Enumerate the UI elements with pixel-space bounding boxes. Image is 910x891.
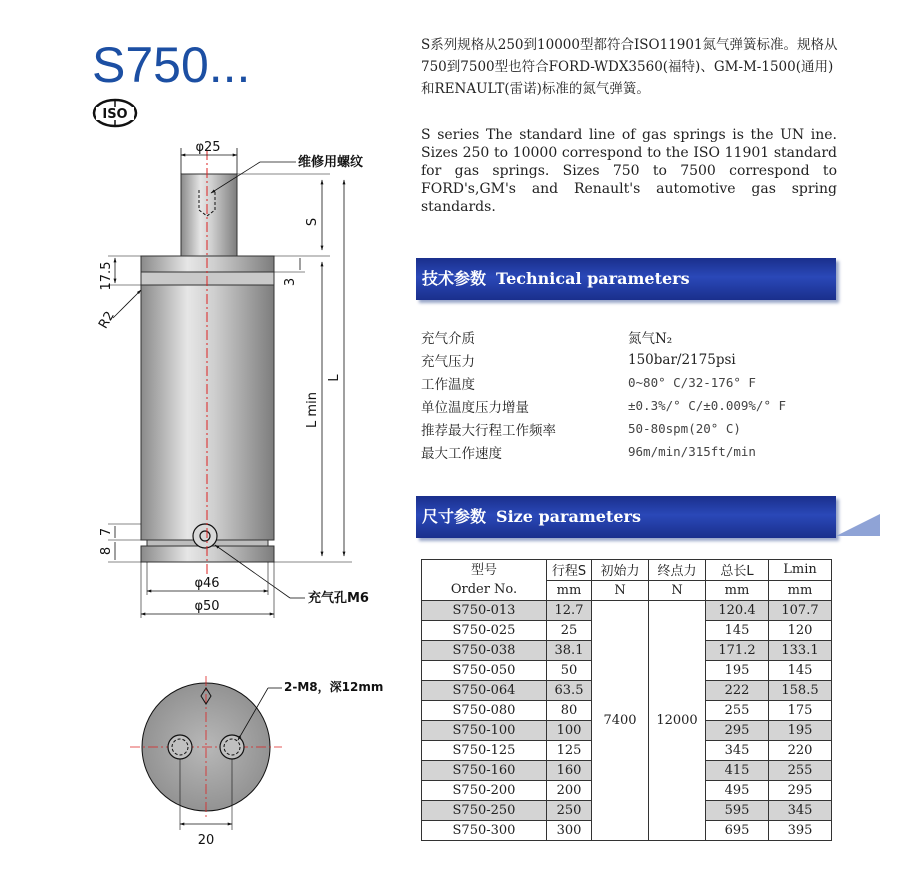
chinese-description: S系列规格从250到10000型都符合ISO11901氮气弹簧标准。规格从750到7500型也符合FORD-WDX3560(福特)、GM-M-1500(通用)和RENAULT(雷诺)标准的氮气弹簧。 [421,37,838,97]
cell-stroke: 300 [547,821,592,841]
param-label: 单位温度压力增量 [421,399,529,416]
param-label: 最大工作速度 [421,445,502,462]
technical-parameters-list [421,325,841,463]
dim-body-46: φ46 [194,576,220,591]
dim-stroke: S [305,217,320,227]
param-value: 96m/min/315ft/min [628,444,756,459]
table-row [422,601,832,621]
param-value: 150bar/2175psi [628,351,736,368]
cell-total-length: 171.2 [706,641,769,661]
size-parameters-header [416,496,836,538]
cell-order: S750-100 [422,721,547,741]
param-value: 50-80spm(20° C) [628,421,741,436]
dim-7: 7 [99,527,114,537]
size-table [421,559,832,841]
cell-lmin: 395 [769,821,832,841]
cell-stroke: 80 [547,701,592,721]
cell-stroke: 125 [547,741,592,761]
cell-order: S750-050 [422,661,547,681]
param-value: ±0.3%/° C/±0.009%/° F [628,398,787,413]
unit-cell: mm [547,580,592,601]
dim-Lmin: L min [305,392,320,428]
header-stroke: 行程S [547,560,592,581]
dim-rod-dia: φ25 [195,140,221,155]
tech-header-cn: 技术参数 [422,269,487,288]
cell-lmin: 175 [769,701,832,721]
cell-stroke: 12.7 [547,601,592,621]
fill-port-label: 充气孔M6 [308,591,369,606]
cell-lmin: 220 [769,741,832,761]
header-initial-force: 初始力 [592,560,649,581]
dim-8: 8 [99,546,114,556]
cell-lmin: 133.1 [769,641,832,661]
cell-total-length: 120.4 [706,601,769,621]
cell-order: S750-300 [422,821,547,841]
cell-lmin: 255 [769,761,832,781]
cell-total-length: 345 [706,741,769,761]
dim-L: L [327,374,342,382]
cell-stroke: 63.5 [547,681,592,701]
unit-cell: mm [769,580,832,601]
param-row [421,348,841,371]
table-header-row [422,560,832,581]
tech-header-en: Technical parameters [496,269,690,288]
cell-total-length: 495 [706,781,769,801]
cell-total-length: 195 [706,661,769,681]
header-lmin: Lmin [769,560,832,581]
param-value: 0~80° C/32-176° F [628,375,756,390]
cell-order: S750-250 [422,801,547,821]
cell-stroke: 200 [547,781,592,801]
cell-lmin: 120 [769,621,832,641]
fill-port [193,524,217,548]
size-header-en: Size parameters [496,507,641,526]
dim-body-50: φ50 [194,599,220,614]
cell-stroke: 160 [547,761,592,781]
cell-total-length: 415 [706,761,769,781]
param-row [421,325,841,348]
cell-stroke: 38.1 [547,641,592,661]
header-order: 型号 Order No. [422,560,547,601]
cell-lmin: 158.5 [769,681,832,701]
cell-initial-force: 7400 [592,601,649,841]
technical-parameters-header [416,258,836,300]
param-label: 充气压力 [421,353,475,370]
cell-total-length: 255 [706,701,769,721]
unit-cell: N [649,580,706,601]
cell-order: S750-064 [422,681,547,701]
cell-order: S750-160 [422,761,547,781]
unit-cell: mm [706,580,769,601]
cell-stroke: 250 [547,801,592,821]
param-row [421,417,841,440]
header-end-force: 终点力 [649,560,706,581]
cell-order: S750-013 [422,601,547,621]
leader-line [113,290,141,318]
iso-logo-text: ISO [102,107,128,122]
cell-lmin: 107.7 [769,601,832,621]
cell-order: S750-038 [422,641,547,661]
technical-drawing [0,0,400,891]
cell-order: S750-200 [422,781,547,801]
param-row [421,371,841,394]
dim-R2: R2 [96,309,118,332]
cell-lmin: 295 [769,781,832,801]
english-description: S series The standard line of gas springs is the UN ine. Sizes 250 to 10000 correspond to the ISO 11901 standard for gas springs. Sizes 750 to 7500 correspond to FORD's,GM's and Renault's automotive gas spring standards. [421,127,837,215]
cell-stroke: 25 [547,621,592,641]
cell-total-length: 295 [706,721,769,741]
repair-thread-label: 维修用螺纹 [298,155,364,170]
param-row [421,440,841,463]
cell-lmin: 345 [769,801,832,821]
cell-total-length: 145 [706,621,769,641]
param-label: 工作温度 [421,376,475,393]
param-value: 氮气N₂ [628,330,673,347]
cell-lmin: 195 [769,721,832,741]
dim-17-5: 17.5 [99,261,114,291]
bottom-holes-label: 2-M8，深12mm [284,680,384,694]
cell-order: S750-025 [422,621,547,641]
cell-stroke: 50 [547,661,592,681]
cell-total-length: 222 [706,681,769,701]
cell-order: S750-080 [422,701,547,721]
dim-hole-spacing: 20 [197,833,215,848]
cell-lmin: 145 [769,661,832,681]
page-title: S750... [92,37,251,93]
param-label: 充气介质 [421,330,475,347]
header-total-length: 总长L [706,560,769,581]
size-header-cn: 尺寸参数 [422,507,487,526]
cell-order: S750-125 [422,741,547,761]
cell-stroke: 100 [547,721,592,741]
cell-end-force: 12000 [649,601,706,841]
param-row [421,394,841,417]
dim-3: 3 [283,277,298,287]
param-label: 推荐最大行程工作频率 [421,422,556,439]
band-arrow-decoration [836,514,880,538]
cell-total-length: 595 [706,801,769,821]
cell-total-length: 695 [706,821,769,841]
unit-cell: N [592,580,649,601]
